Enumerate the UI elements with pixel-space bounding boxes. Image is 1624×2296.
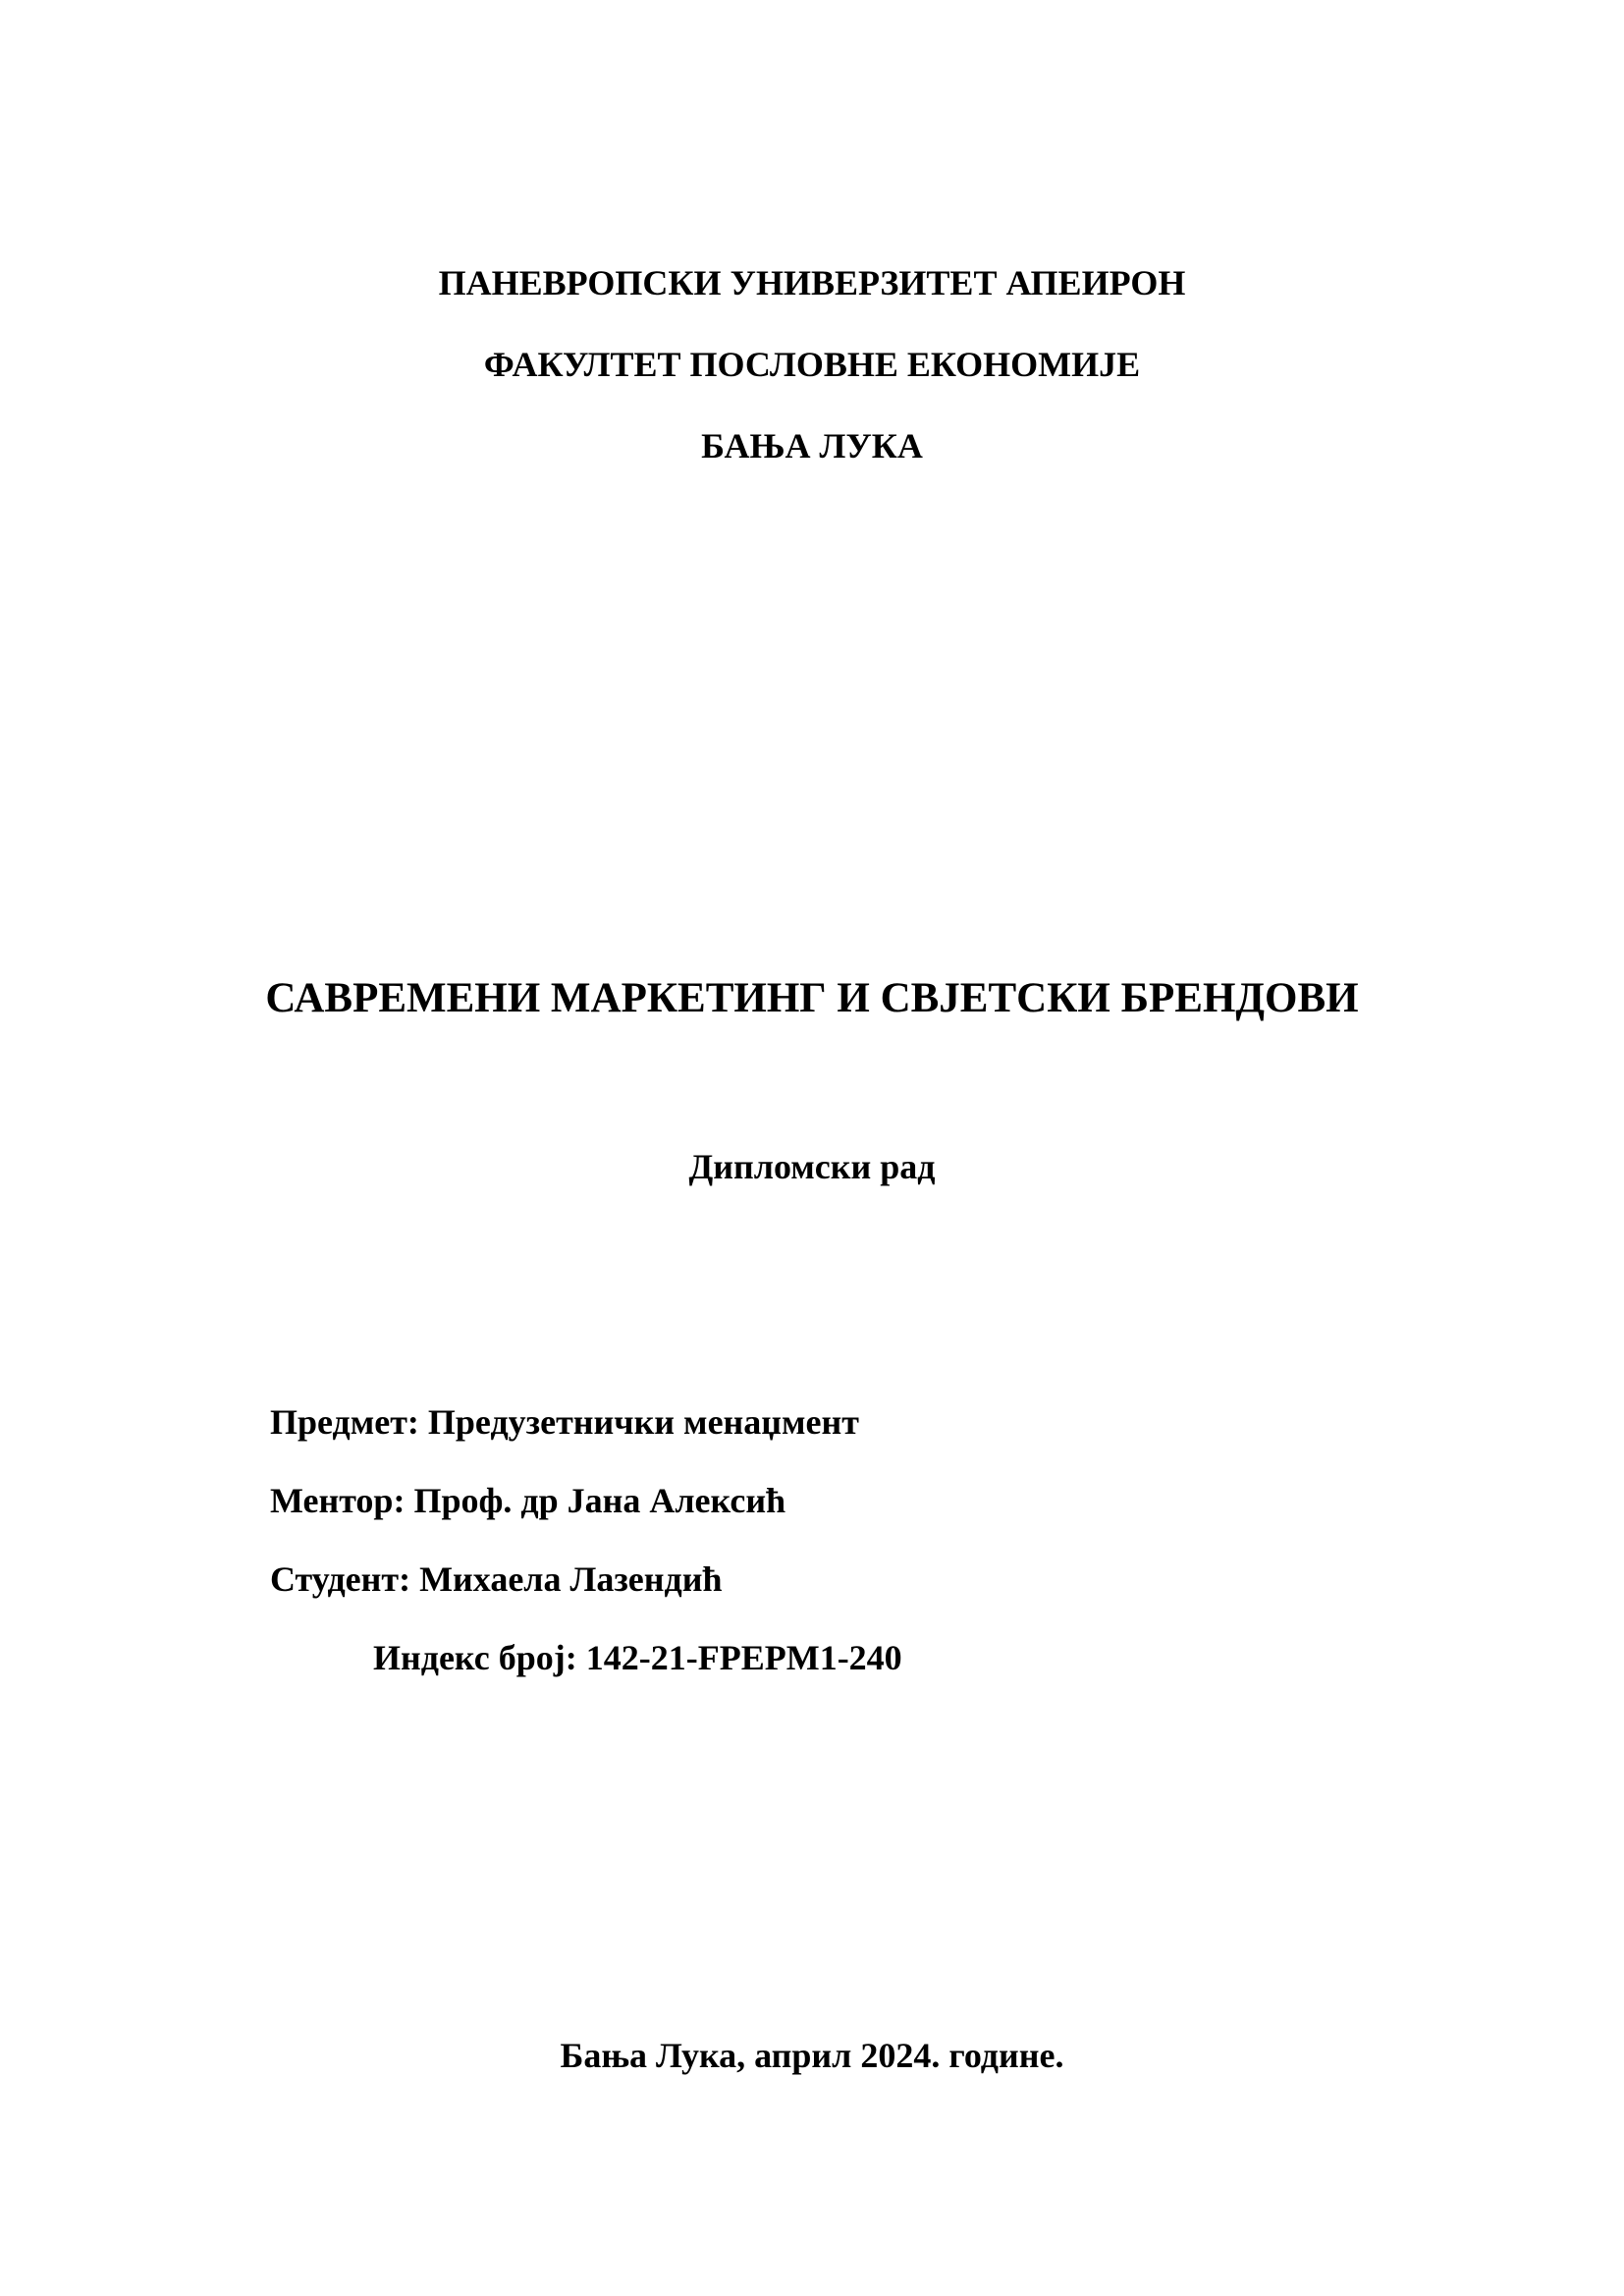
thesis-title: САВРЕМЕНИ МАРКЕТИНГ И СВЈЕТСКИ БРЕНДОВИ [265,975,1359,1021]
mentor-line: Ментор: Проф. др Јана Алексић [270,1481,786,1520]
city-name: БАЊА ЛУКА [701,426,923,465]
university-name: ПАНЕВРОПСКИ УНИВЕРЗИТЕТ АПЕИРОН [438,263,1186,302]
thesis-type: Дипломски рад [688,1147,936,1186]
index-line: Индекс број: 142-21-FPEPM1-240 [373,1638,902,1677]
faculty-name: ФАКУЛТЕТ ПОСЛОВНЕ ЕКОНОМИЈЕ [483,345,1141,384]
subject-line: Предмет: Предузетнички менаџмент [270,1402,859,1442]
place-date: Бања Лука, април 2024. године. [560,2036,1064,2075]
student-line: Студент: Михаела Лазендић [270,1559,723,1599]
